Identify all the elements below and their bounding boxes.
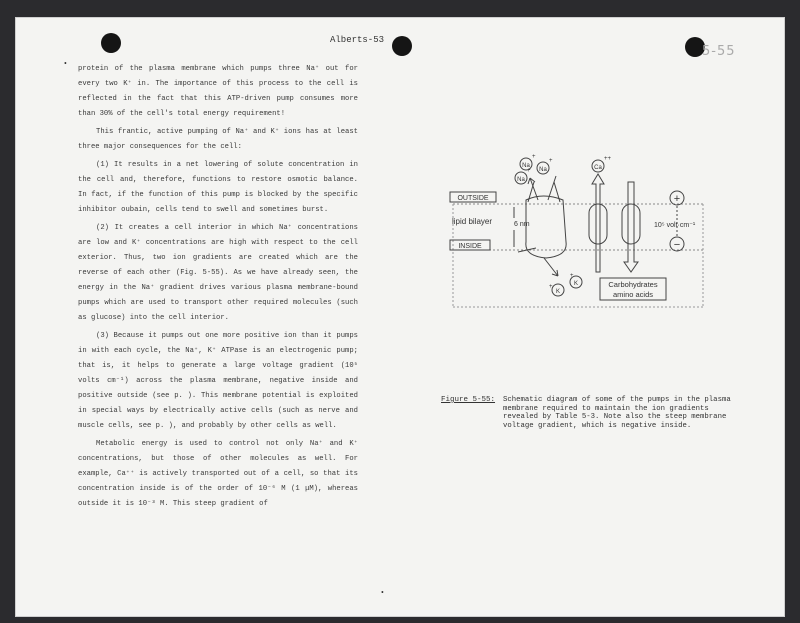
dot-mark: • — [381, 588, 384, 597]
svg-text:−: − — [673, 239, 681, 251]
figure-caption-text: Schematic diagram of some of the pumps in the plasma membrane required to maintain the ion gradients revealed by Table 5-3. Note also the steep membrane voltage gradient, which is negative inside. — [503, 396, 731, 430]
bullet-mark: • — [64, 59, 67, 68]
svg-text:+: + — [527, 168, 531, 174]
amino-acids-label: amino acids — [612, 290, 654, 299]
paragraph: (2) It creates a cell interior in which Na⁺ concentrations are low and K⁺ concentrations are high with respect to the cell exterior. Thus, two ion gradients are created which are the reverse of each other (Fig. 5-55). As we have already seen, the energy in the Na⁺ gradient drives various plasma membrane-bound pumps which are used to transport other required molecules (such as glucose) into the cell interior. — [78, 224, 358, 322]
carbohydrate-pump — [622, 204, 640, 244]
paragraph: Metabolic energy is used to control not only Na⁺ and K⁺ concentrations, but those of other molecules as well. For example, Ca⁺⁺ is actively transported out of a cell, so that its concentration inside is of the order of 10⁻⁶ M (1 μM), whereas outside it is 10⁻³ M. This steep gradient of — [78, 440, 358, 508]
svg-text:++: ++ — [604, 156, 612, 162]
inside-label: INSIDE — [458, 243, 482, 250]
carbohydrate-arrow — [624, 182, 638, 272]
svg-text:Na: Na — [517, 177, 525, 183]
paragraph: protein of the plasma membrane which pumps three Na⁺ out for every two K⁺ in. The importance of this process to the cell is reflected in the fact that this ATP-driven pump consumes more than 30% of the cell's total energy requirement! — [78, 65, 358, 118]
svg-text:K: K — [573, 281, 579, 287]
lipid-bilayer-label: lipid bilayer — [452, 217, 493, 226]
svg-text:+: + — [532, 154, 536, 160]
svg-text:Na: Na — [539, 167, 547, 173]
running-head: Alberts-53 — [330, 35, 385, 45]
svg-text:K: K — [555, 289, 561, 295]
ca-pump — [589, 204, 607, 244]
carbohydrates-label: Carbohydrates — [608, 280, 658, 289]
paragraph: This frantic, active pumping of Na⁺ and K⁺ ions has at least three major consequences for the cell: — [78, 128, 358, 151]
paragraph: (1) It results in a net lowering of solute concentration in the cell and, therefore, functions to restore osmotic balance. In fact, if the function of this pump is blocked by the specific inhibitor oubain, cells tend to swell and sometimes burst. — [78, 161, 358, 214]
body-text — [78, 62, 358, 515]
svg-text:+: + — [549, 158, 553, 164]
page-number: 5-55 — [702, 44, 736, 59]
outside-label: OUTSIDE — [457, 195, 489, 202]
svg-text:Ca: Ca — [594, 165, 602, 171]
ca-arrow — [592, 174, 604, 272]
punch-hole — [101, 33, 121, 53]
svg-text:+: + — [549, 284, 553, 290]
paragraph: (3) Because it pumps out one more positive ion than it pumps in with each cycle, the Na⁺, K⁺ ATPase is an electrogenic pump; that is, it helps to generate a large voltage gradient (10⁵ volts cm⁻¹) across the plasma membrane, negative inside and positive outside (see p. ). This membrane potential is exploited in special ways by electrically active cells (such as nerve and muscle cells, see p. ), and probably by other cells as well. — [78, 332, 358, 430]
punch-hole — [392, 36, 412, 56]
svg-text:+: + — [673, 193, 681, 205]
k-arrow — [544, 258, 558, 276]
voltage-label: 10⁵ volt·cm⁻¹ — [654, 222, 696, 229]
svg-text:Na: Na — [522, 163, 530, 169]
svg-text:+: + — [570, 273, 574, 279]
pump-diagram — [448, 152, 708, 312]
thickness-label: 6 nm — [514, 221, 530, 228]
figure-caption-label: Figure 5-55: — [441, 396, 496, 404]
